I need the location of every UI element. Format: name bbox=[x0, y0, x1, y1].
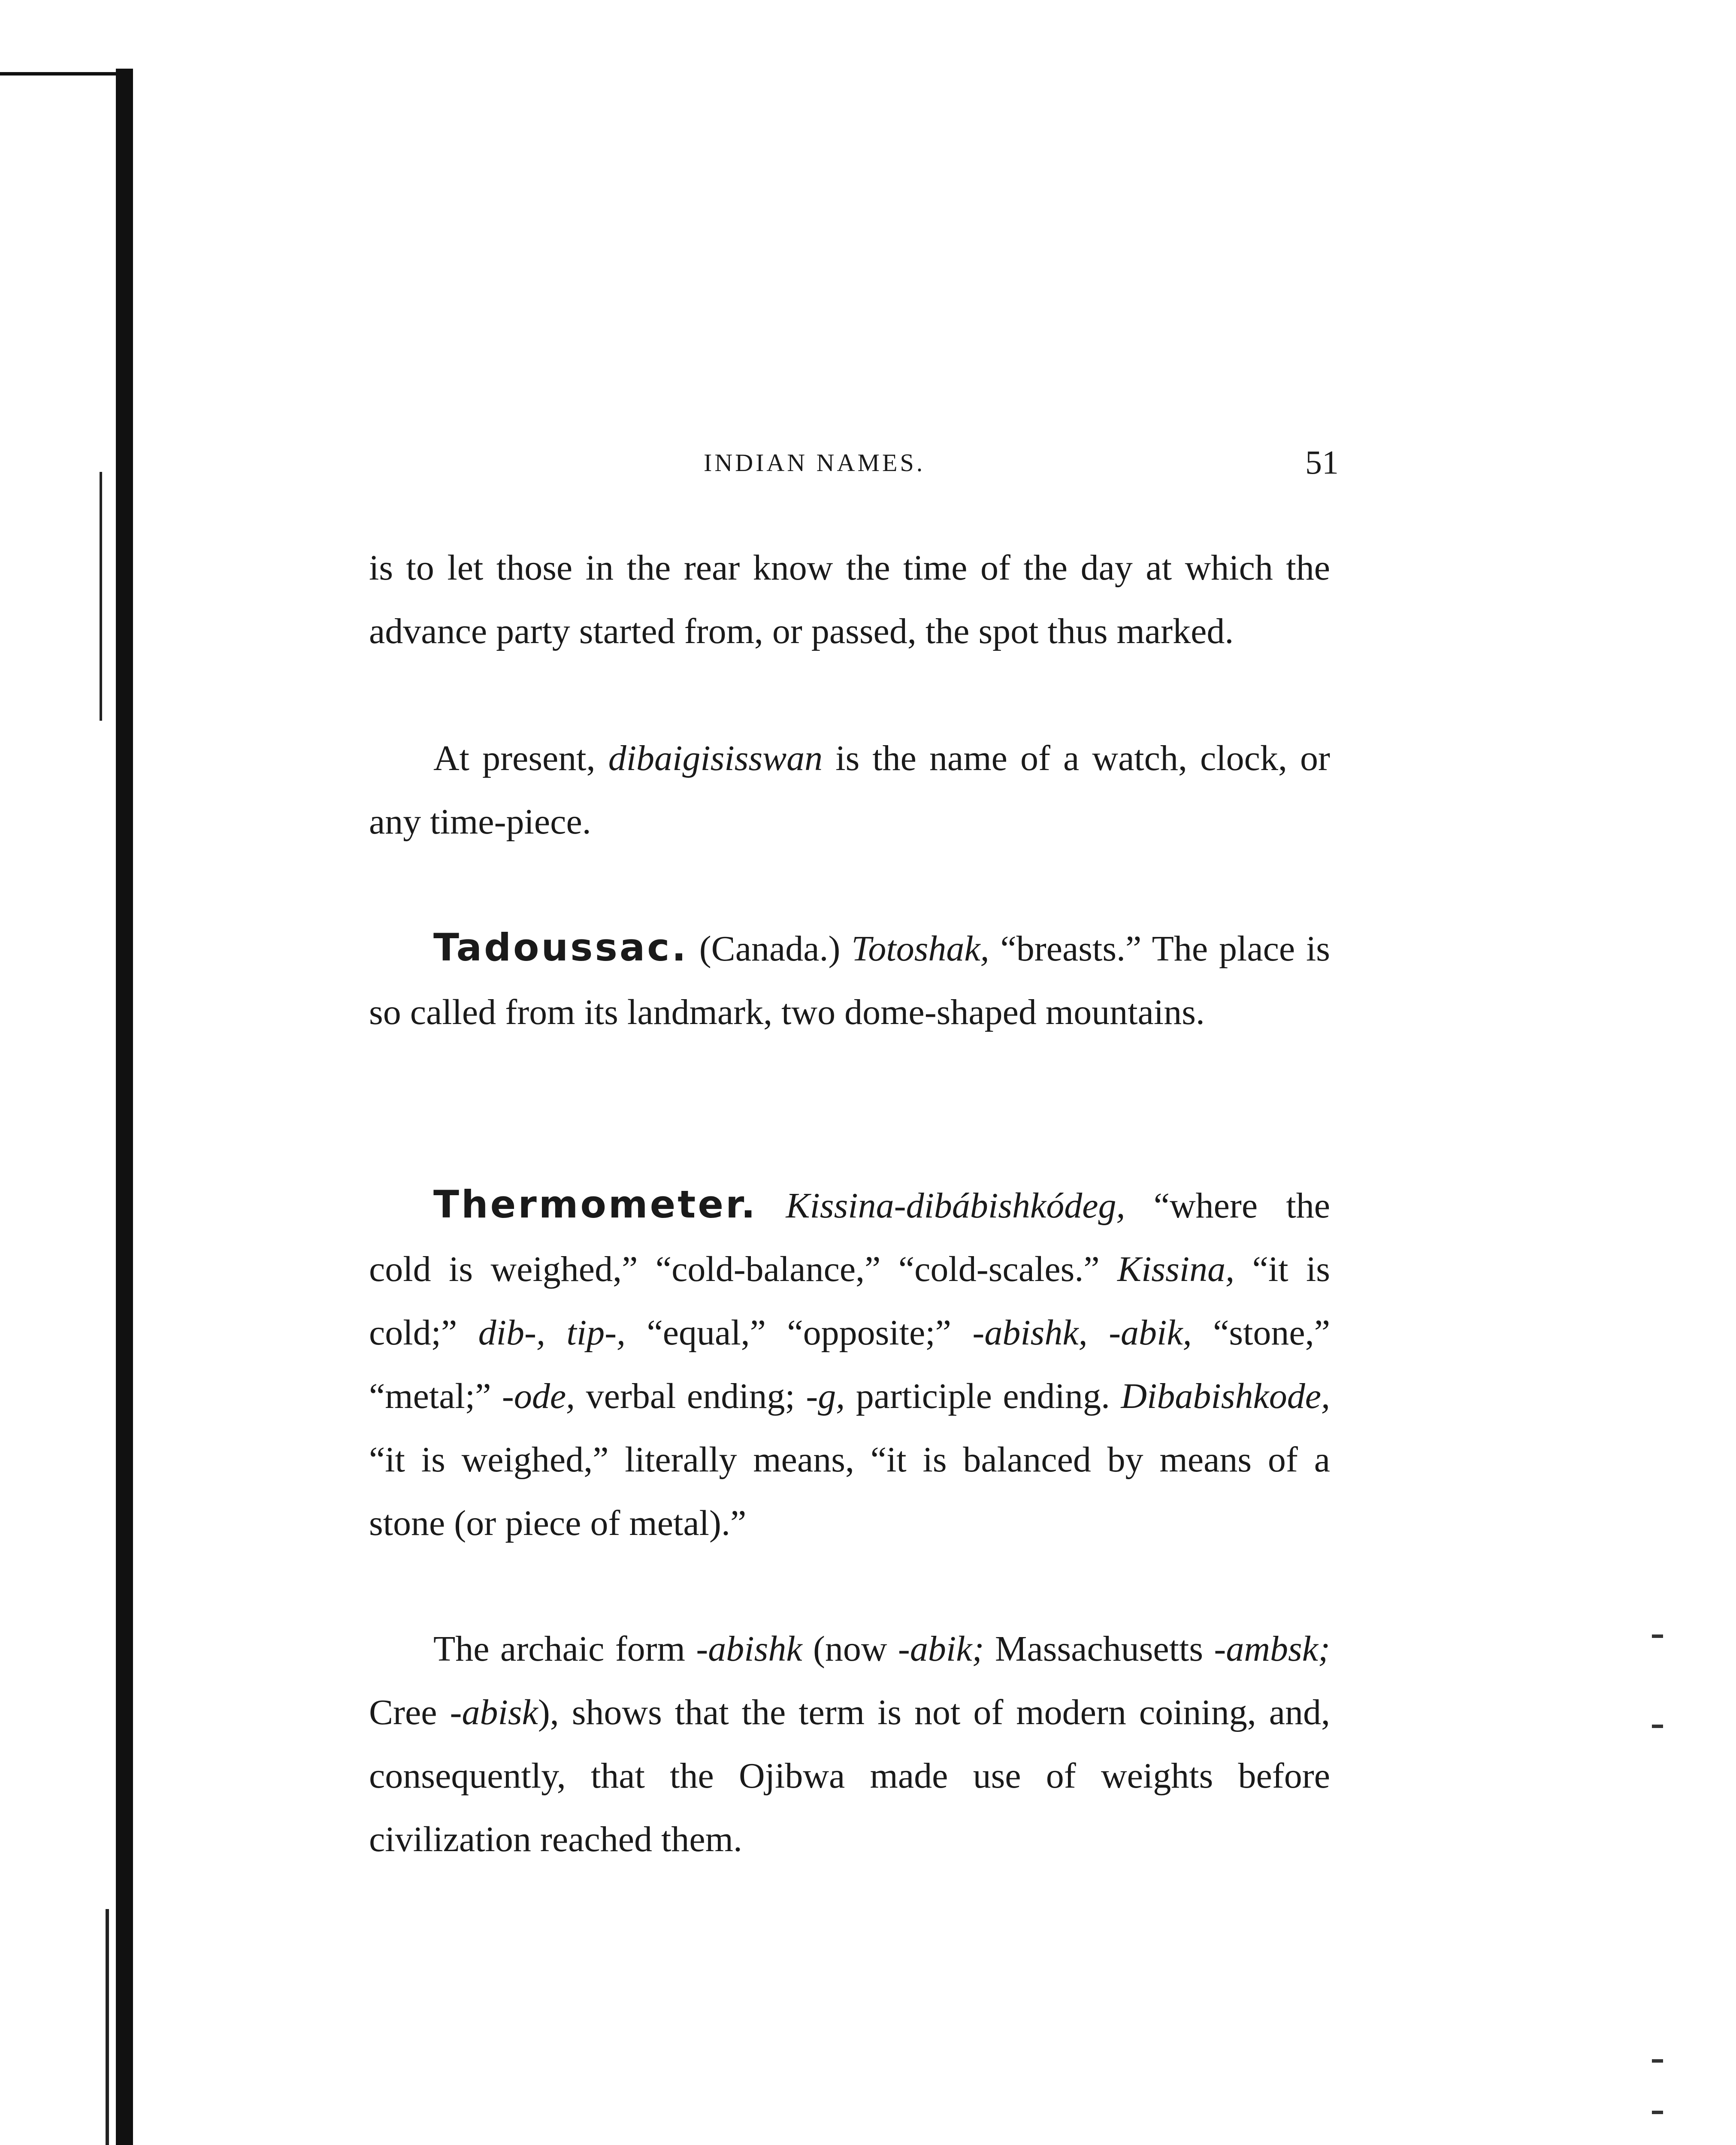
binding-edge bbox=[116, 69, 133, 2145]
running-title: INDIAN NAMES. bbox=[704, 449, 925, 477]
text-run: “where the cold is weighed,” “cold-balance,” “cold-scales.” bbox=[369, 1186, 1330, 1289]
entry-headword: Thermometer. bbox=[433, 1182, 758, 1227]
ojibwa-term: -abishk bbox=[696, 1629, 802, 1669]
ojibwa-term: -g, bbox=[806, 1376, 845, 1416]
ojibwa-term: Totoshak, bbox=[851, 929, 989, 969]
paragraph-continuation bbox=[369, 536, 1330, 663]
paragraph-text: is to let those in the rear know the time of the day at which the advance party started from, or passed, the spot thus marked. bbox=[369, 548, 1330, 651]
margin-mark bbox=[1652, 2111, 1663, 2114]
cree-term: -abisk bbox=[450, 1692, 538, 1732]
text-run: “stone,” “metal;” bbox=[369, 1313, 1330, 1416]
margin-mark bbox=[1652, 2059, 1663, 2063]
ojibwa-term: -ode, bbox=[502, 1376, 575, 1416]
entry-headword: Tadoussac. bbox=[433, 925, 688, 970]
binding-shadow-lower bbox=[106, 1909, 109, 2145]
entry-thermometer bbox=[369, 1173, 1330, 1555]
binding-edge-top bbox=[0, 72, 129, 76]
text-run: “equal,” “opposite;” bbox=[626, 1313, 973, 1353]
binding-shadow-upper bbox=[100, 472, 102, 721]
ojibwa-term: dib-, tip-, bbox=[478, 1313, 626, 1353]
text-run: Massachusetts bbox=[984, 1629, 1214, 1669]
text-run: “breasts.” The place is so called from its landmark, two dome-shaped mountains. bbox=[369, 929, 1330, 1032]
text-run: is the name of a watch, clock, or any time-piece. bbox=[369, 738, 1330, 842]
ojibwa-term: Dibabishkode, bbox=[1121, 1376, 1331, 1416]
text-run: At present, bbox=[433, 738, 608, 778]
paragraph-archaic-form bbox=[369, 1617, 1330, 1871]
text-run: “it is cold;” bbox=[369, 1249, 1330, 1353]
text-run: verbal ending; bbox=[575, 1376, 806, 1416]
text-run: ), shows that the term is not of modern coining, and, consequently, that the Ojibwa made use of weights before civilization reached them. bbox=[369, 1692, 1330, 1859]
ojibwa-term: -abik; bbox=[898, 1629, 984, 1669]
margin-mark bbox=[1652, 1634, 1663, 1638]
ojibwa-term: Kissina-dibábishkódeg, bbox=[786, 1186, 1125, 1226]
page-number: 51 bbox=[1305, 444, 1339, 481]
entry-tadoussac bbox=[369, 916, 1330, 1044]
text-run: “it is weighed,” literally means, “it is balanced by means of a stone (or piece of metal).” bbox=[369, 1440, 1330, 1543]
ojibwa-term: -abishk, -abik, bbox=[972, 1313, 1192, 1353]
ojibwa-term: Kissina, bbox=[1117, 1249, 1235, 1289]
massachusetts-term: -ambsk; bbox=[1214, 1629, 1330, 1669]
paragraph-dibaigisisswan bbox=[369, 727, 1330, 854]
text-run: The archaic form bbox=[433, 1629, 696, 1669]
text-run: Cree bbox=[369, 1692, 450, 1732]
text-run: (Canada.) bbox=[688, 929, 852, 969]
ojibwa-term: dibaigisisswan bbox=[608, 738, 823, 778]
text-run: participle ending. bbox=[845, 1376, 1121, 1416]
text-run: (now bbox=[802, 1629, 898, 1669]
page-header bbox=[369, 444, 1339, 495]
margin-mark bbox=[1652, 1725, 1663, 1728]
